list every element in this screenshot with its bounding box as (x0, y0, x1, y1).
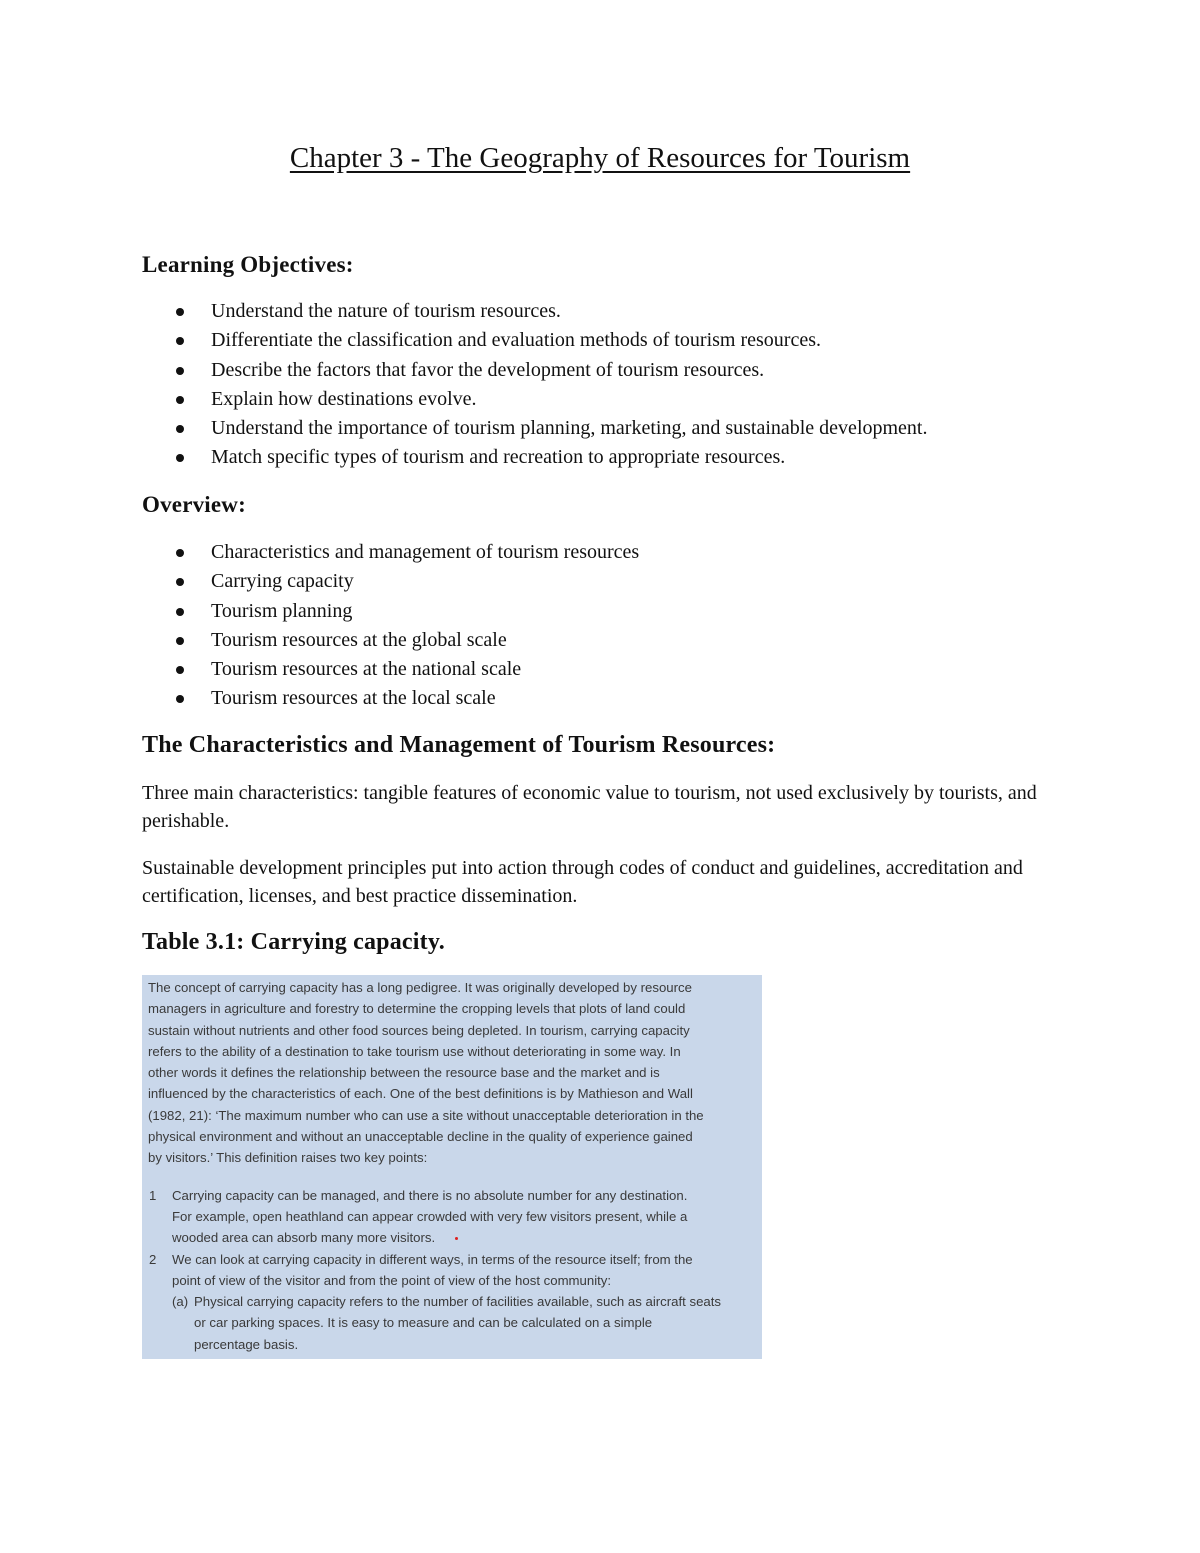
excerpt-intro (148, 977, 762, 1169)
excerpt-line: managers in agriculture and forestry to determine the cropping levels that plots of land could (148, 1001, 686, 1017)
excerpt-line: Carrying capacity can be managed, and there is no absolute number for any destination. (172, 1187, 688, 1203)
list-item: Match specific types of tourism and recreation to appropriate resources. (142, 443, 927, 472)
excerpt-line: (1982, 21): ‘The maximum number who can use a site without unacceptable deterioration in the (148, 1107, 704, 1123)
point-number: (a) (172, 1294, 189, 1310)
excerpt-line: percentage basis. (194, 1336, 299, 1352)
carrying-capacity-excerpt-image (142, 975, 762, 1359)
table-heading: Table 3.1: Carrying capacity. (142, 929, 445, 955)
red-dot-mark (455, 1237, 458, 1240)
excerpt-line: Physical carrying capacity refers to the number of facilities available, such as aircraft seats (194, 1294, 721, 1310)
excerpt-line: For example, open heathland can appear crowded with very few visitors present, while a (172, 1208, 688, 1224)
learning-objectives-heading: Learning Objectives: (142, 252, 354, 277)
excerpt-line: influenced by the characteristics of each. One of the best definitions is by Mathieson and Wall (148, 1086, 693, 1102)
excerpt-line: The concept of carrying capacity has a long pedigree. It was originally developed by resource (148, 980, 692, 995)
list-item: Tourism resources at the national scale (142, 655, 639, 684)
list-item: Tourism resources at the local scale (142, 684, 639, 713)
list-item: Carrying capacity (142, 567, 639, 596)
excerpt-point-2 (148, 1249, 762, 1292)
list-item: Differentiate the classification and evaluation methods of tourism resources. (142, 326, 927, 355)
excerpt-line: We can look at carrying capacity in different ways, in terms of the resource itself; from the (172, 1251, 693, 1267)
excerpt-line: by visitors.’ This definition raises two key points: (148, 1150, 428, 1166)
characteristics-paragraph-1: Three main characteristics: tangible features of economic value to tourism, not used exclusively by tourists, and perishable. (142, 782, 1037, 832)
overview-list (142, 538, 639, 714)
point-number: 2 (149, 1251, 157, 1267)
list-item: Characteristics and management of tourism resources (142, 538, 639, 567)
excerpt-line: or car parking spaces. It is easy to measure and can be calculated on a simple (194, 1315, 653, 1331)
characteristics-paragraph-2: Sustainable development principles put into action through codes of conduct and guidelines, accreditation and certification, licenses, and best practice dissemination. (142, 857, 1023, 907)
list-item: Understand the importance of tourism planning, marketing, and sustainable development. (142, 414, 927, 443)
list-item: Tourism resources at the global scale (142, 626, 639, 655)
overview-heading: Overview: (142, 492, 246, 517)
excerpt-line: refers to the ability of a destination to take tourism use without deteriorating in some way. In (148, 1043, 681, 1059)
page-title: Chapter 3 - The Geography of Resources for Tourism (289, 142, 911, 174)
list-item: Tourism planning (142, 597, 639, 626)
list-item: Understand the nature of tourism resources. (142, 297, 927, 326)
excerpt-line: other words it defines the relationship between the resource base and the market and is (148, 1065, 660, 1081)
excerpt-point-1 (148, 1185, 762, 1249)
excerpt-point-2a (148, 1291, 762, 1355)
list-item: Describe the factors that favor the development of tourism resources. (142, 356, 927, 385)
excerpt-line: wooded area can absorb many more visitors. (172, 1227, 762, 1248)
point-number: 1 (149, 1187, 157, 1203)
excerpt-line: physical environment and without an unacceptable decline in the quality of experience gained (148, 1129, 693, 1145)
excerpt-line: sustain without nutrients and other food sources being depleted. In tourism, carrying capacity (148, 1022, 690, 1038)
list-item: Explain how destinations evolve. (142, 385, 927, 414)
learning-objectives-list (142, 297, 927, 473)
excerpt-line: point of view of the visitor and from the point of view of the host community: (172, 1272, 612, 1288)
characteristics-heading: The Characteristics and Management of Tourism Resources: (142, 732, 776, 758)
